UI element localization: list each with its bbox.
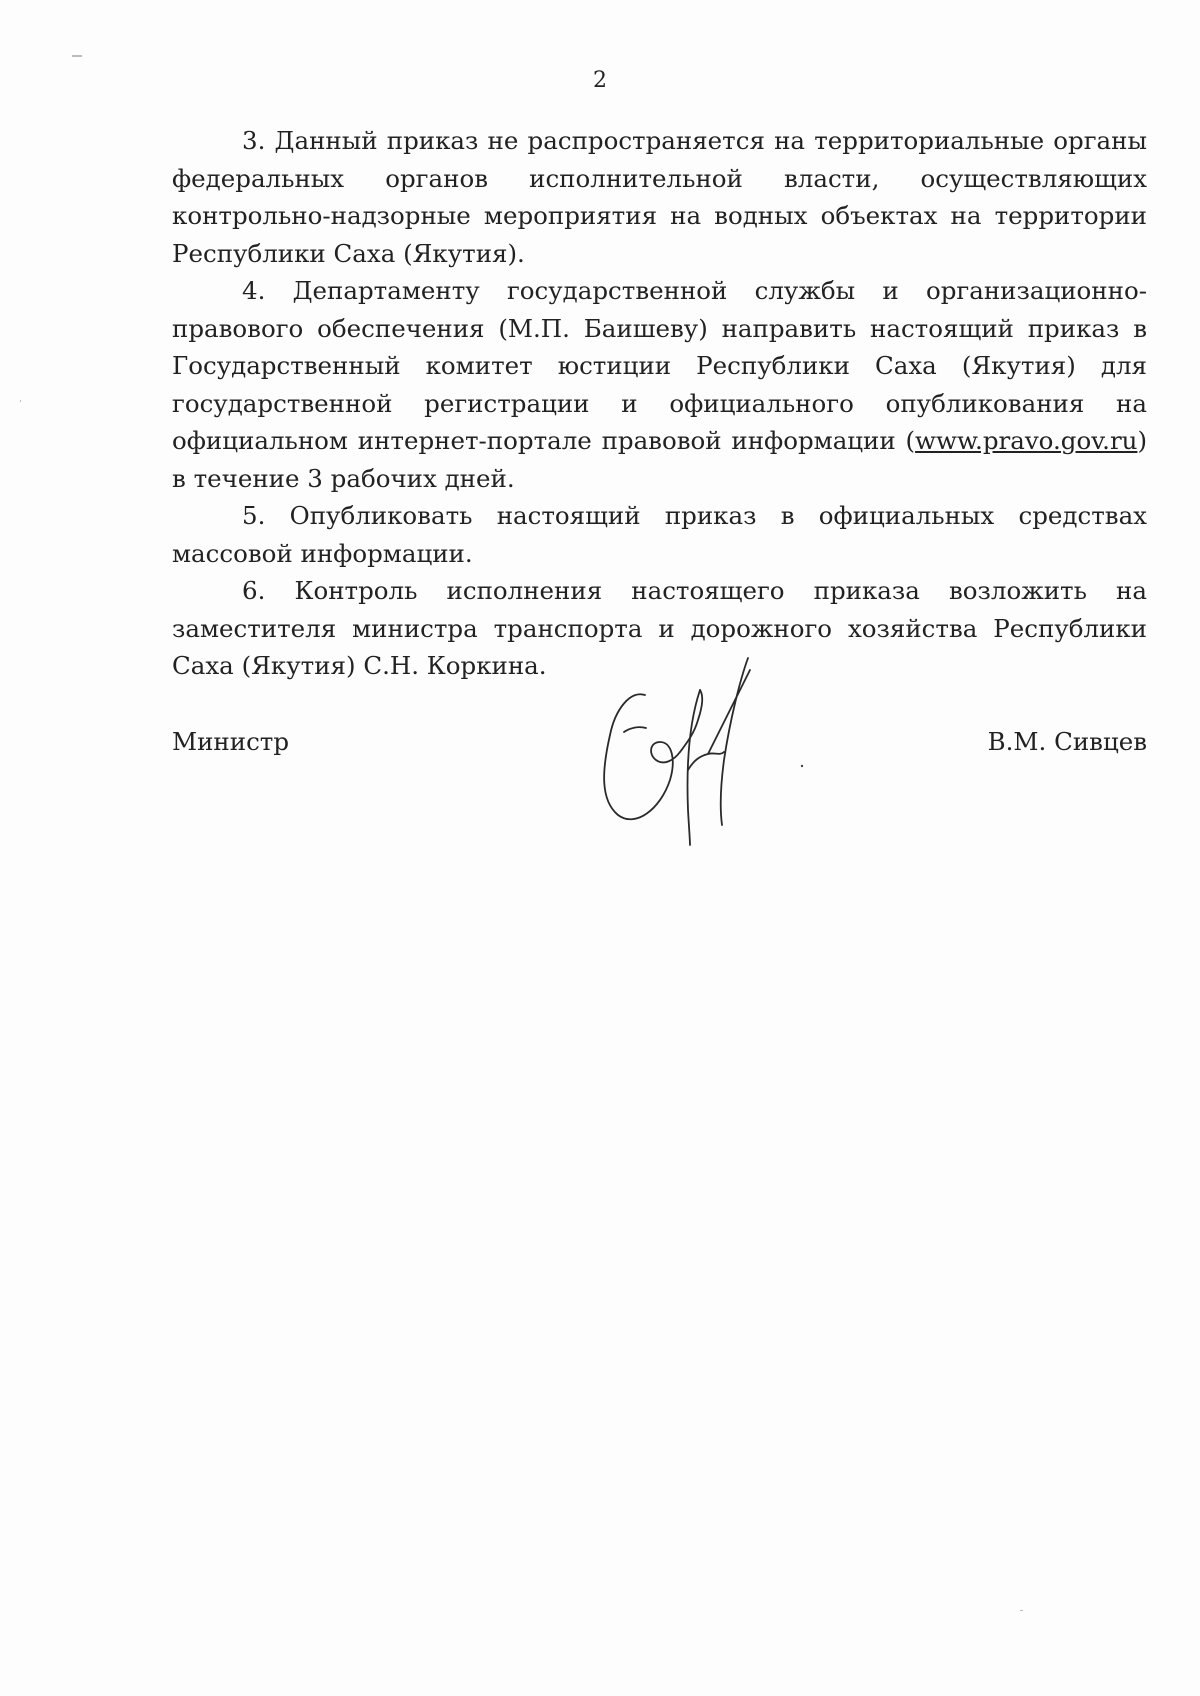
paragraph-3: 3. Данный приказ не распространяется на территориальные органы федеральных органов исполнительной власти, осуществляющих контрольно-надзорные мероприятия на водных объектах на территории Республики Саха (Якутия). — [172, 126, 1147, 268]
paragraph-4 — [172, 272, 1147, 497]
page-number: 2 — [593, 68, 607, 93]
paragraph-4-text-after: ) в течение 3 рабочих дней. — [172, 426, 1147, 493]
pravo-gov-link[interactable]: www.pravo.gov.ru — [915, 426, 1138, 455]
signatory-role: Министр — [172, 727, 290, 756]
scan-artifact — [72, 55, 82, 57]
signatory-name: В.М. Сивцев — [987, 727, 1147, 756]
scan-artifact — [1020, 1610, 1023, 1611]
paragraph-5: 5. Опубликовать настоящий приказ в официальных средствах массовой информации. — [172, 501, 1147, 568]
paragraph-4-text-before: 4. Департаменту государственной службы и организационно-правового обеспечения (М.П. Баишеву) направить настоящий приказ в Государственный комитет юстиции Республики Саха (Якутия) для государственной регистрации и официального опубликования на официальном интернет-портале правовой информации ( — [172, 276, 1147, 455]
signature-icon — [590, 650, 850, 850]
scan-artifact — [20, 400, 21, 402]
paragraph-6: 6. Контроль исполнения настоящего приказа возложить на заместителя министра транспорта и дорожного хозяйства Республики Саха (Якутия) С.Н. Коркина. — [172, 576, 1147, 680]
document-body — [172, 122, 1147, 685]
